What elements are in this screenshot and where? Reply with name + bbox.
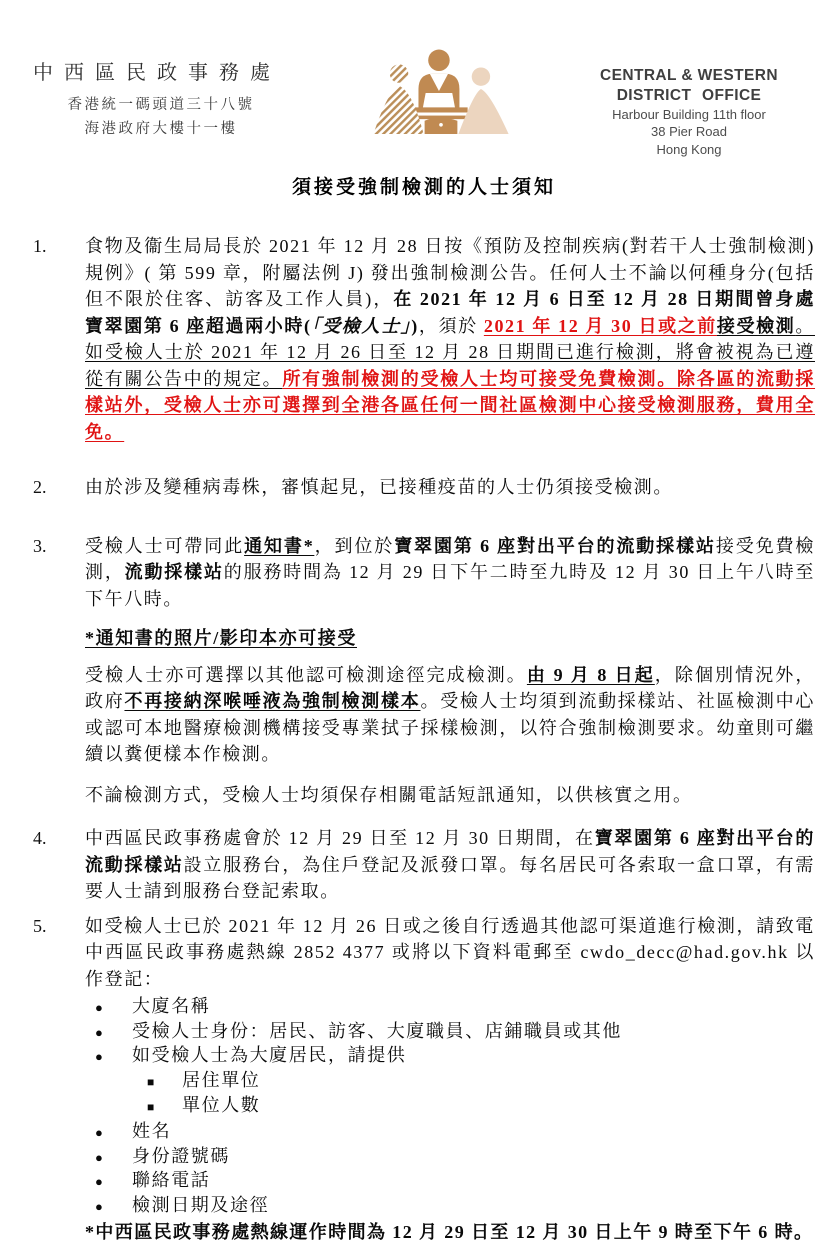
- registration-bullet-list: [85, 995, 815, 1218]
- district-office-logo: [373, 46, 513, 139]
- three-people-meeting-icon: [373, 48, 509, 134]
- bullet-item: [85, 1145, 815, 1170]
- numbered-item-4: [33, 825, 815, 905]
- item-number: 5.: [33, 913, 85, 1245]
- bullet-item: [85, 1020, 815, 1045]
- office-address-zh-line1: 香港統一碼頭道三十八號: [33, 93, 289, 114]
- bullet-label: 聯絡電話: [132, 1169, 210, 1193]
- bullet-label: 檢測日期及途徑: [132, 1194, 269, 1218]
- item-number: 3.: [33, 533, 85, 613]
- circle-bullet-icon: ●: [95, 1170, 132, 1194]
- bullet-item: [85, 1194, 815, 1219]
- bullet-label: 身份證號碼: [132, 1145, 230, 1169]
- circle-bullet-icon: ●: [95, 1195, 132, 1219]
- bullet-item: [85, 1044, 815, 1069]
- logo-right-figure: [458, 67, 508, 134]
- bullet-item: [85, 1120, 815, 1145]
- document-title: 須接受強制檢測的人士須知: [33, 172, 815, 199]
- office-name-en-line2: DISTRICT OFFICE: [563, 86, 815, 106]
- item-text: 如受檢人士已於 2021 年 12 月 26 日或之後自行透過其他認可渠道進行檢測，請致電中西區民政事務處熱線 2852 4377 或將以下資料電郵至 cwdo_decc@had.gov.hk 以作登記：: [85, 913, 815, 993]
- office-address-en-line1: Harbour Building 11th floor: [563, 106, 815, 123]
- subnote-text: *通知書的照片/影印本亦可接受: [85, 625, 815, 652]
- office-name-en-line1: CENTRAL & WESTERN: [563, 66, 815, 86]
- circle-bullet-icon: ●: [95, 996, 132, 1020]
- bullet-label: 大廈名稱: [132, 995, 210, 1019]
- logo-left-figure: [373, 64, 423, 134]
- paragraph-text: 受檢人士亦可選擇以其他認可檢測途徑完成檢測。由 9 月 8 日起，除個別情況外，政府不再接納深喉唾液為強制檢測樣本。受檢人士均須到流動採樣站、社區檢測中心或認可本地醫療檢測機構接受專業拭子採樣檢測，以符合強制檢測要求。幼童則可繼續以糞便樣本作檢測。: [85, 662, 815, 768]
- item-text: 受檢人士可帶同此通知書*，到位於寶翠園第 6 座對出平台的流動採樣站接受免費檢測，流動採樣站的服務時間為 12 月 29 日下午二時至九時及 12 月 30 日上午八時至下午八時。: [85, 533, 815, 613]
- numbered-item-5: [33, 913, 815, 1245]
- office-address-en-line2: 38 Pier Road: [563, 123, 815, 140]
- item-number: 2.: [33, 474, 85, 501]
- paragraph-text: 不論檢測方式，受檢人士均須保存相關電話短訊通知，以供核實之用。: [85, 782, 815, 809]
- bullet-label: 受檢人士身份：居民、訪客、大廈職員、店鋪職員或其他: [132, 1020, 622, 1044]
- office-name-zh: 中西區民政事務處: [33, 56, 323, 85]
- circle-bullet-icon: ●: [95, 1045, 132, 1069]
- sub-bullet-item: [85, 1094, 815, 1120]
- bullet-label: 姓名: [132, 1120, 171, 1144]
- bullet-label: 如受檢人士為大廈居民，請提供: [132, 1044, 406, 1068]
- bullet-item: [85, 995, 815, 1020]
- office-name-english-block: [563, 46, 815, 158]
- bullet-label: 居住單位: [182, 1069, 260, 1093]
- sms-record-paragraph: [33, 782, 815, 809]
- office-name-chinese-block: [33, 46, 323, 138]
- office-address-en-line3: Hong Kong: [563, 141, 815, 158]
- testing-routes-paragraph: [33, 662, 815, 768]
- circle-bullet-icon: ●: [95, 1121, 132, 1145]
- square-bullet-icon: ■: [147, 1096, 182, 1120]
- item-number: 1.: [33, 233, 85, 445]
- numbered-item-2: [33, 474, 815, 501]
- bullet-label: 單位人數: [182, 1094, 260, 1118]
- item-number: 4.: [33, 825, 85, 905]
- sub-bullet-item: [85, 1069, 815, 1095]
- numbered-item-3: [33, 533, 815, 613]
- item-text: 中西區民政事務處會於 12 月 29 日至 12 月 30 日期間，在寶翠園第 6 座對出平台的流動採樣站設立服務台，為住戶登記及派發口罩。每名居民可各索取一盒口罩，有需要人士請到服務台登記索取。: [85, 825, 815, 905]
- item-text: 由於涉及變種病毒株，審慎起見，已接種疫苗的人士仍須接受檢測。: [85, 474, 815, 501]
- letterhead: [33, 46, 815, 146]
- square-bullet-icon: ■: [147, 1071, 182, 1095]
- hotline-hours-footnote: *中西區民政事務處熱線運作時間為 12 月 29 日至 12 月 30 日上午 9 時至下午 6 時。: [85, 1220, 815, 1245]
- notice-copy-subnote: [33, 625, 815, 652]
- circle-bullet-icon: ●: [95, 1146, 132, 1170]
- numbered-item-1: [33, 233, 815, 445]
- item-text: 食物及衞生局局長於 2021 年 12 月 28 日按《預防及控制疾病(對若干人士強制檢測)規例》( 第 599 章，附屬法例 J) 發出強制檢測公告。任何人士不論以何種身分(包括但不限於住客、訪客及工作人員)，在 2021 年 12 月 6 日至 12 月 28 日期間曾身處寶翠園第 6 座超過兩小時(「受檢人士」)，須於 2021 年 12 月 30 日或之前接受檢測。如受檢人士於 2021 年 12 月 26 日至 12 月 28 日期間已進行檢測，將會被視為已遵從有關公告中的規定。所有強制檢測的受檢人士均可接受免費檢測。除各區的流動採樣站外，受檢人士亦可選擇到全港各區任何一間社區檢測中心接受檢測服務，費用全免。: [85, 233, 815, 445]
- circle-bullet-icon: ●: [95, 1021, 132, 1045]
- bullet-item: [85, 1169, 815, 1194]
- office-address-zh-line2: 海港政府大樓十一樓: [33, 117, 289, 138]
